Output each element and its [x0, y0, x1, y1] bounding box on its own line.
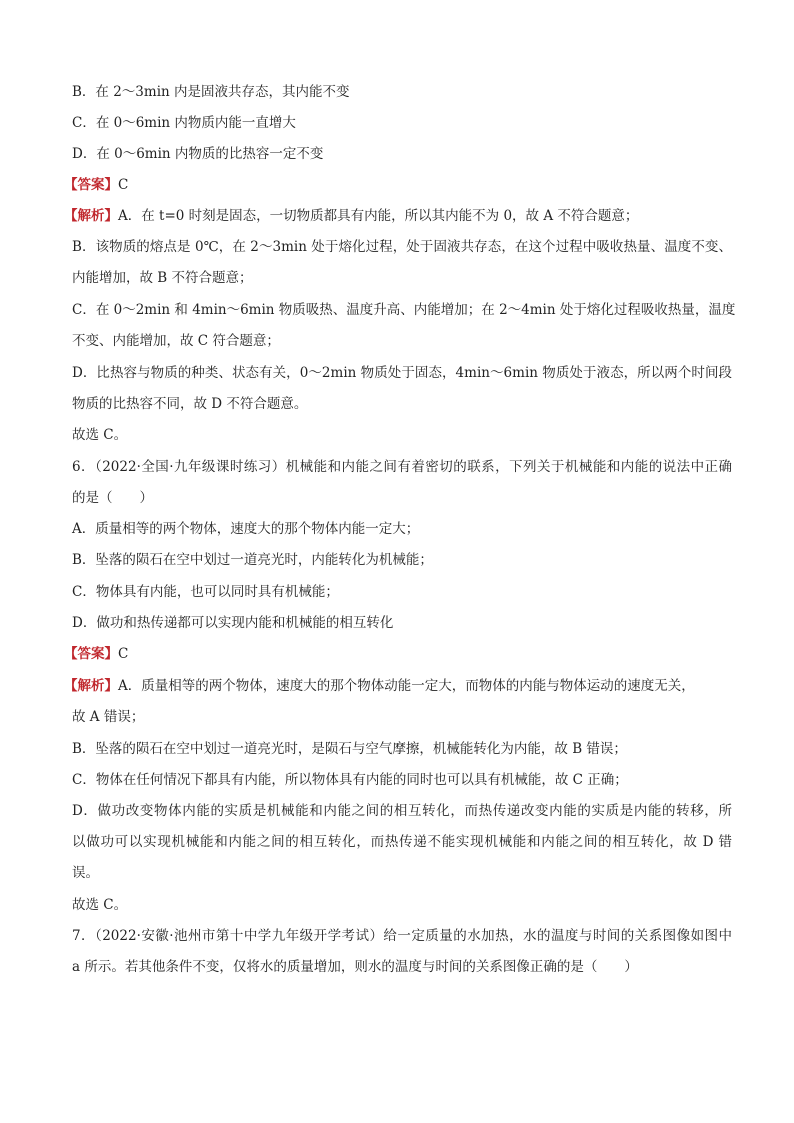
q5-analysis-line-4: C．在 0～2min 和 4min～6min 物质吸热、温度升高、内能增加；在 2～4min 处于熔化过程吸收热量，温度: [72, 302, 736, 318]
q6-option-c: C．物体具有内能，也可以同时具有机械能；: [72, 584, 339, 600]
q6-stem-line-2: 的是（ ）: [72, 490, 153, 506]
q6-stem-line-1: 6．（2022·全国·九年级课时练习）机械能和内能之间有着密切的联系，下列关于机械能和内能的说法中正确: [72, 459, 732, 475]
answer-value: C: [118, 177, 129, 193]
q5-answer: [64, 176, 724, 194]
analysis-text: A．在 t=0 时刻是固态，一切物质都具有内能，所以其内能不为 0，故 A 不符合题意；: [118, 208, 639, 224]
q6-analysis-line-5: D．做功改变物体内能的实质是机械能和内能之间的相互转化，而热传递改变内能的实质是内能的转移，所: [72, 803, 732, 819]
analysis-tag: 【解析】: [64, 678, 118, 694]
q6-option-d: D．做功和热传递都可以实现内能和机械能的相互转化: [72, 615, 394, 631]
q6-option-b: B．坠落的陨石在空中划过一道亮光时，内能转化为机械能；: [72, 552, 433, 568]
q5-option-b: B．在 2～3min 内是固液共存态，其内能不变: [72, 84, 350, 100]
q6-analysis-line-2: 故 A 错误；: [72, 709, 145, 725]
q5-analysis-line-6: D．比热容与物质的种类、状态有关，0～2min 物质处于固态，4min～6min 物质处于液态，所以两个时间段: [72, 365, 732, 381]
analysis-text: A．质量相等的两个物体，速度大的那个物体动能一定大，而物体的内能与物体运动的速度无关，: [118, 678, 695, 694]
q6-analysis-line-4: C．物体在任何情况下都具有内能，所以物体具有内能的同时也可以具有机械能，故 C 正确；: [72, 772, 628, 788]
analysis-tag: 【解析】: [64, 208, 118, 224]
q6-option-a: A．质量相等的两个物体，速度大的那个物体内能一定大；: [72, 521, 420, 537]
q6-analysis-line-1: [64, 677, 732, 695]
answer-tag: 【答案】: [64, 646, 118, 662]
q7-stem-line-2: a 所示。若其他条件不变，仅将水的质量增加，则水的温度与时间的关系图像正确的是（ ）: [72, 959, 638, 975]
q6-analysis-line-6: 以做功可以实现机械能和内能之间的相互转化，而热传递不能实现机械能和内能之间的相互转化，故 D 错: [72, 834, 732, 850]
q5-option-d: D．在 0～6min 内物质的比热容一定不变: [72, 146, 324, 162]
q6-answer: [64, 645, 724, 663]
q5-analysis-line-1: [64, 207, 724, 225]
q6-analysis-line-7: 误。: [72, 865, 99, 881]
q6-conclusion: 故选 C。: [72, 897, 128, 913]
q5-analysis-line-7: 物质的比热容不同，故 D 不符合题意。: [72, 396, 308, 412]
answer-value: C: [118, 646, 129, 662]
q5-analysis-line-3: 内能增加，故 B 不符合题意；: [72, 270, 253, 286]
q5-option-c: C．在 0～6min 内物质内能一直增大: [72, 115, 296, 131]
q6-analysis-line-3: B．坠落的陨石在空中划过一道亮光时，是陨石与空气摩擦，机械能转化为内能，故 B 错误；: [72, 741, 627, 757]
q5-analysis-line-5: 不变、内能增加，故 C 符合题意；: [72, 333, 280, 349]
q5-analysis-line-2: B．该物质的熔点是 0℃，在 2～3min 处于熔化过程，处于固液共存态，在这个过程中吸收热量、温度不变、: [72, 239, 732, 255]
q5-conclusion: 故选 C。: [72, 427, 128, 443]
answer-tag: 【答案】: [64, 177, 118, 193]
q7-stem-line-1: 7．（2022·安徽·池州市第十中学九年级开学考试）给一定质量的水加热，水的温度与时间的关系图像如图中: [72, 928, 732, 944]
